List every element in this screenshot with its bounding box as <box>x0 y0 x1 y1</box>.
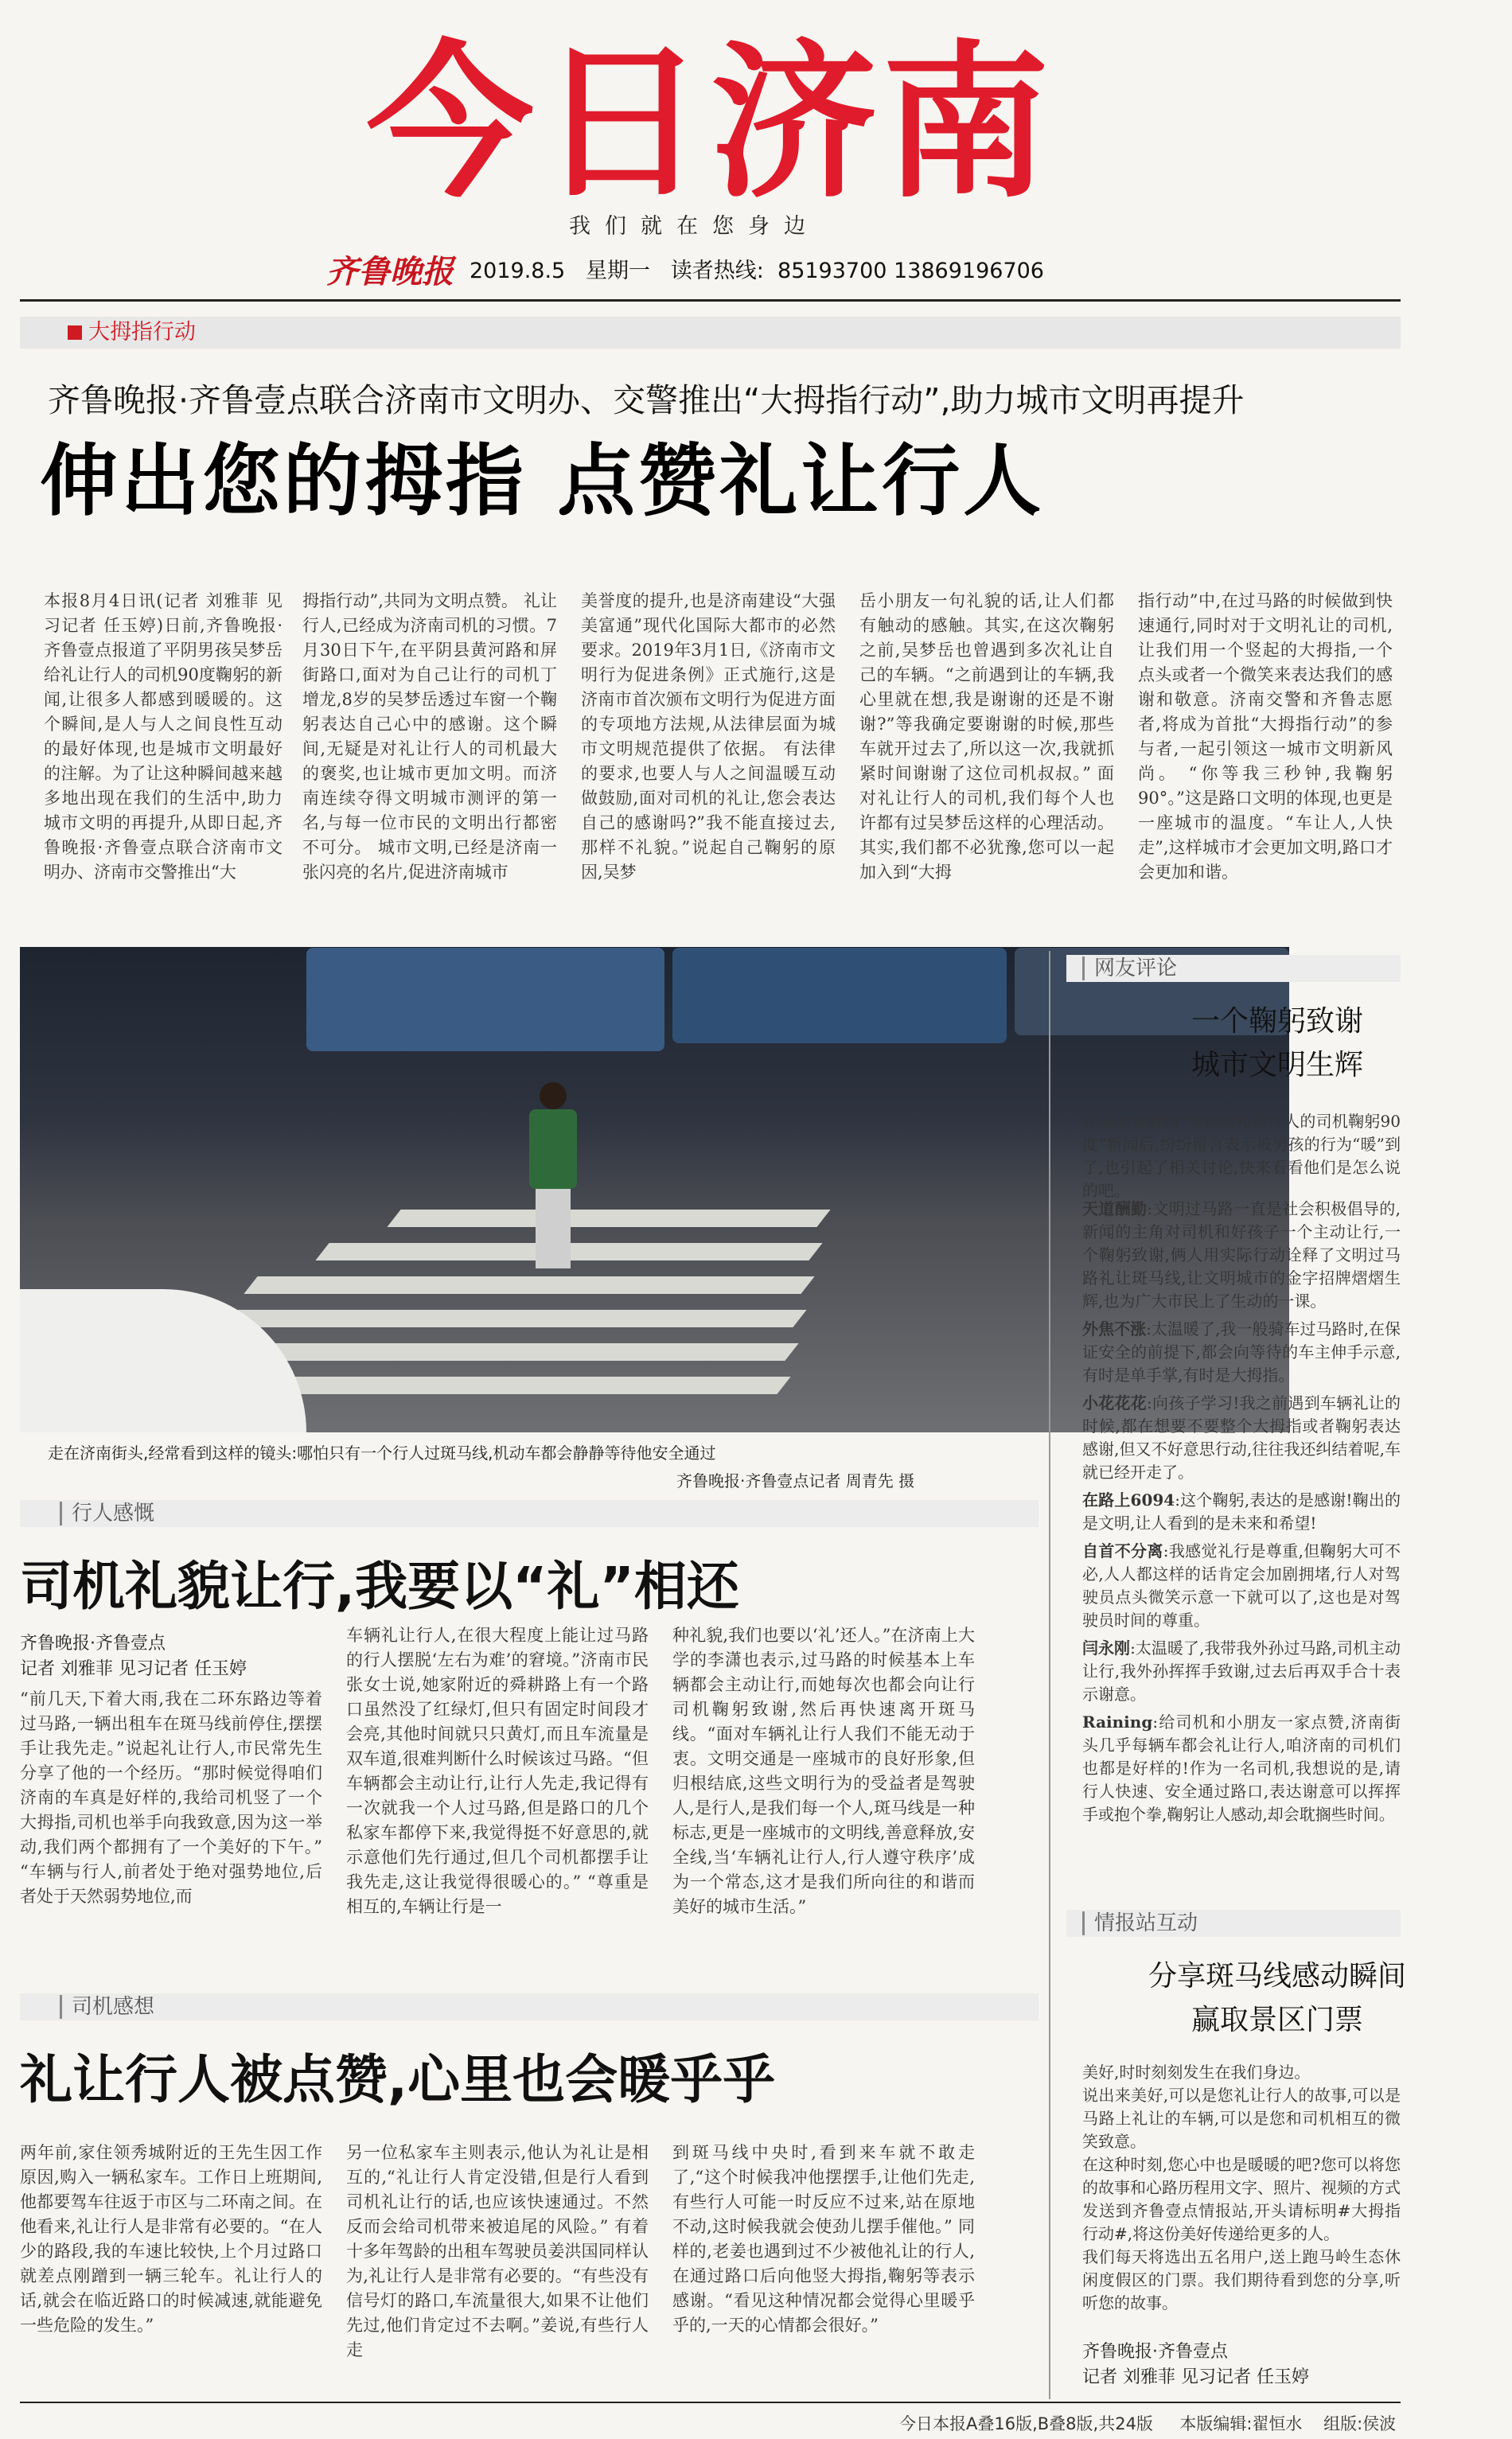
side1-label: 网友评论 <box>1082 957 1177 980</box>
comment-item: 闫永刚:太温暖了,我带我外孙过马路,司机主动让行,我外孙挥挥手致谢,过去后再双手合十表示谢意。 <box>1082 1638 1401 1704</box>
bus-shape <box>306 948 664 1051</box>
comment-user: 闫永刚 <box>1082 1638 1131 1658</box>
footer-editor: 本版编辑:翟恒水 <box>1179 2414 1303 2433</box>
side2-byline-reporters: 记者 刘雅菲 见习记者 任玉婷 <box>1082 2367 1309 2387</box>
side1-comment-list <box>1082 1198 1401 1906</box>
comment-text: 太温暖了,我带我外孙过马路,司机主动让行,我外孙挥挥手致谢,过去后再双手合十表示谢意。 <box>1082 1638 1401 1704</box>
side2-paragraph: 美好,时时刻刻发生在我们身边。 <box>1082 2063 1311 2082</box>
side2-byline-org: 齐鲁晚报·齐鲁壹点 <box>1082 2342 1228 2362</box>
side2-paragraph: 我们每天将选出五名用户,送上跑马岭生态休闲度假区的门票。我们期待看到您的分享,听听您的故事。 <box>1082 2247 1401 2312</box>
issue-weekday: 星期一 <box>585 259 650 283</box>
photo-credit: 齐鲁晚报·齐鲁壹点记者 周青先 摄 <box>676 1471 915 1490</box>
article3-column-2: 另一位私家车主则表示,他认为礼让是相互的,“礼让行人肯定没错,但是行人看到司机礼让行的话,也应该快速通过。不然反而会给司机带来被追尾的风险。” 有着十多年驾龄的出租车驾驶员姜洪国同样认为,礼让行人是非常有必要的。“有些没有信号灯的路口,车流量很大,如果不让他们先过,他们肯定过不去啊。”姜说,有些行人走 <box>346 2143 649 2359</box>
side2-paragraph: 说出来美好,可以是您礼让行人的故事,可以是马路上礼让的车辆,可以是您和司机相互的微笑致意。 <box>1082 2086 1401 2151</box>
side1-title-line2: 城市文明生辉 <box>1191 1049 1363 1081</box>
masthead-logo: 今日济南 <box>366 25 1054 220</box>
article2-column-1: “前几天,下着大雨,我在二环东路边等着过马路,一辆出租车在斑马线前停住,摆摆手让我先走。”说起礼让行人,市民常先生分享了他的一个经历。“那时候觉得咱们济南的车真是好样的,我给司机竖了一个大拇指,司机也举手向我致意,因为这一举动,我们两个都拥有了一个美好的下午。” “车辆与行人,前者处于绝对强势地位,后者处于天然弱势地位,而 <box>20 1689 322 1906</box>
lead-column-2: 拇指行动”,共同为文明点赞。 礼让行人,已经成为济南司机的习惯。7月30日下午,在平阴县黄河路和屏街路口,面对为自己让行的司机丁增龙,8岁的吴梦岳透过车窗一个鞠躬表达自己心中的感谢。这个瞬间,无疑是对礼让行人的司机最大的褒奖,也让城市更加文明。而济南连续夺得文明城市测评的第一名,与每一位市民的文明出行都密不可分。 城市文明,已经是济南一张闪亮的名片,促进济南城市 <box>302 591 557 882</box>
comment-user: 自首不分离 <box>1082 1541 1163 1560</box>
article3-label: 司机感想 <box>60 1995 154 2019</box>
side2-title-line2: 赢取景区门票 <box>1191 2004 1363 2036</box>
comment-text: 这个鞠躬,表达的是感谢!鞠出的是文明,让人看到的是未来和希望! <box>1082 1490 1401 1533</box>
article2-column-3: 种礼貌,我们也要以‘礼’还人。”在济南上大学的李潇也表示,过马路的时候基本上车辆都会主动让行,而她每次也都会向让行司机鞠躬致谢,然后再快速离开斑马线。“面对车辆礼让行人我们不能无动于衷。文明交通是一座城市的良好形象,但归根结底,这些文明行为的受益者是驾驶人,是行人,是我们每一个人,斑马线是一种标志,更是一座城市的文明线,善意释放,安全线,当‘车辆礼让行人,行人遵守秩序’成为一个常态,这才是我们所向往的和谐而美好的城市生活。” <box>672 1626 975 1916</box>
side2-body <box>1082 2061 1401 2332</box>
footer-info <box>899 2411 1396 2435</box>
comment-text: 给司机和小朋友一家点赞,济南街头几乎每辆车都会礼让行人,咱济南的司机们也都是好样的!作为一名司机,我想说的是,请行人快速、安全通过路口,表达谢意可以挥挥手或抱个拳,鞠躬让人感动,却会耽搁些时间。 <box>1082 1712 1401 1824</box>
comment-user: 外焦不涨 <box>1082 1319 1147 1338</box>
side2-paragraph: 在这种时刻,您心中也是暖暖的吧?您可以将您的故事和心路历程用文字、照片、视频的方式发送到齐鲁壹点情报站,开头请标明#大拇指行动#,将这份美好传递给更多的人。 <box>1082 2155 1401 2243</box>
side1-title-line1: 一个鞠躬致谢 <box>1191 1005 1363 1038</box>
issue-date: 2019.8.5 <box>470 259 566 283</box>
section-square-icon <box>68 325 82 340</box>
article2-label: 行人感慨 <box>60 1502 154 1525</box>
side2-label: 情报站互动 <box>1082 1911 1198 1935</box>
hotline-numbers: 85193700 13869196706 <box>777 259 1044 283</box>
crosswalk-stripe <box>172 1310 806 1327</box>
issue-info <box>470 253 1044 284</box>
article3-headline: 礼让行人被点赞,心里也会暖乎乎 <box>20 2049 776 2110</box>
article2-byline <box>20 1631 247 1682</box>
hotline-label: 读者热线: <box>670 259 764 283</box>
lead-column-1: 本报8月4日讯(记者 刘雅菲 见习记者 任玉婷)日前,齐鲁晚报·齐鲁壹点报道了平阴男孩吴梦岳给礼让行人的司机90度鞠躬的新闻,让很多人都感到暖暖的。这个瞬间,是人与人之间良性互动的最好体现,也是城市文明最好的注解。为了让这种瞬间越来越多地出现在我们的生活中,助力城市文明的再提升,从即日起,齐鲁晚报·齐鲁壹点联合济南市文明办、济南市交警推出“大 <box>44 591 283 882</box>
comment-text: 太温暖了,我一般骑车过马路时,在保证安全的前提下,都会向等待的车主伸手示意,有时是单手掌,有时是大拇指。 <box>1082 1319 1401 1385</box>
comment-user: 天道酬勤 <box>1082 1199 1148 1218</box>
comment-user: 在路上6094 <box>1082 1490 1175 1510</box>
side2-label-bar <box>1066 1910 1401 1937</box>
comment-item: Raining:给司机和小朋友一家点赞,济南街头几乎每辆车都会礼让行人,咱济南的司机们也都是好样的!作为一名司机,我想说的是,请行人快速、安全通过路口,表达谢意可以挥挥手或抱个拳,鞠躬让人感动,却会耽搁些时间。 <box>1082 1712 1401 1824</box>
article3-column-3: 到斑马线中央时,看到来车就不敢走了,“这个时候我冲他摆摆手,让他们先走,有些行人可能一时反应不过来,站在原地不动,这时候我就会使劲儿摆手催他。” 同样的,老姜也遇到过不少被他礼让的行人,在通过路口后向他竖大拇指,鞠躬等表示感谢。“看见这种情况都会觉得心里暖乎乎的,一天的心情都会很好。” <box>672 2143 975 2335</box>
comment-item: 自首不分离:我感觉礼行是尊重,但鞠躬大可不必,人人都这样的话肯定会加剧拥堵,行人对驾驶员点头微笑示意一下就可以了,这也是对驾驶员时间的尊重。 <box>1082 1541 1401 1630</box>
comment-item: 在路上6094:这个鞠躬,表达的是感谢!鞠出的是文明,让人看到的是未来和希望! <box>1082 1490 1401 1533</box>
footer-layout: 组版:侯波 <box>1323 2414 1397 2433</box>
lead-column-3: 美誉度的提升,也是济南建设“大强美富通”现代化国际大都市的必然要求。2019年3月1日,《济南市文明行为促进条例》正式施行,这是济南市首次颁布文明行为促进方面的专项地方法规,从法律层面为城市文明规范提供了依据。 有法律的要求,也要人与人之间温暖互动做鼓励,面对司机的礼让,您会表达自己的感谢吗?”我不能直接过去,那样不礼貌。”说起自己鞠躬的原因,吴梦 <box>581 591 836 882</box>
article2-column-2: 车辆礼让行人,在很大程度上能让过马路的行人摆脱‘左右为难’的窘境。”济南市民张女士说,她家附近的舜耕路上有一个路口虽然没了红绿灯,但只有固定时间段才会亮,其他时间就只只黄灯,而且车流量是双车道,很难判断什么时候该过马路。“但车辆都会主动让行,让行人先走,我记得有一次就我一个人过马路,但是路口的几个私家车都停下来,我觉得挺不好意思的,就示意他们先行通过,但几个司机都摆手让我先走,这让我觉得很暖心的。” “尊重是相互的,车辆让行是一 <box>346 1626 649 1916</box>
comment-text: 文明过马路一直是社会积极倡导的,新闻的主角对司机和好孩子一个主动让行,一个鞠躬致谢,俩人用实际行动诠释了文明过马路礼让斑马线,让文明城市的金字招牌熠熠生辉,也为广大市民上了生动的一课。 <box>1082 1199 1401 1311</box>
lead-column-4: 岳小朋友一句礼貌的话,让人们都有触动的感触。其实,在这次鞠躬之前,吴梦岳也曾遇到多次礼让自己的车辆。“之前遇到让的车辆,我心里就在想,我是谢谢的还是不谢谢?”等我确定要谢谢的时候,那些车就开过去了,所以这一次,我就抓紧时间谢谢了这位司机叔叔。” 面对礼让行人的司机,我们每个人也许都有过吴梦岳这样的心理活动。其实,我们都不必犹豫,您可以一起加入到“大拇 <box>859 591 1114 882</box>
comment-item: 小花花花:向孩子学习!我之前遇到车辆礼让的时候,都在想要不要整个大拇指或者鞠躬表达感谢,但又不好意思行动,往往我还纠结着呢,车就已经开走了。 <box>1082 1393 1401 1482</box>
side2-byline <box>1082 2340 1309 2390</box>
masthead-slogan: 我们就在您身边 <box>569 214 820 239</box>
article2-headline: 司机礼貌让行,我要以“礼”相还 <box>20 1556 739 1617</box>
comment-item: 天道酬勤:文明过马路一直是社会积极倡导的,新闻的主角对司机和好孩子一个主动让行,一个鞠躬致谢,俩人用实际行动诠释了文明过马路礼让斑马线,让文明城市的金字招牌熠熠生辉,也为广大市民上了生动的一课。 <box>1082 1199 1401 1311</box>
photo-caption: 走在济南街头,经常看到这样的镜头:哪怕只有一个行人过斑马线,机动车都会静静等待他安全通过 <box>48 1444 716 1463</box>
article3-label-bar <box>20 1993 1039 2020</box>
side1-label-bar <box>1066 955 1401 982</box>
brand-logo: 齐鲁晚报 <box>326 253 454 290</box>
article2-label-bar <box>20 1500 1039 1527</box>
lead-column-5: 指行动”中,在过马路的时候做到快速通行,同时对于文明礼让的司机,让我们用一个竖起的大拇指,一个点头或者一个微笑来表达我们的感谢和敬意。济南交警和齐鲁志愿者,将成为首批“大拇指行动”的参与者,一起引领这一城市文明新风尚。 “你等我三秒钟,我鞠躬90°。”这是路口文明的体现,也更是一座城市的温度。“车让人,人快走”,这样城市才会更加文明,路口才会更加和谐。 <box>1138 591 1393 882</box>
section-bar <box>20 317 1401 349</box>
footer-edition: 今日本报A叠16版,B叠8版,共24版 <box>899 2414 1153 2433</box>
comment-text: 向孩子学习!我之前遇到车辆礼让的时候,都在想要不要整个大拇指或者鞠躬表达感谢,但又不好意思行动,往往我还纠结着呢,车就已经开走了。 <box>1082 1393 1401 1482</box>
crosswalk-stripe <box>387 1210 830 1227</box>
side2-title-line1: 分享斑马线感动瞬间 <box>1148 1960 1406 1993</box>
lead-headline: 伸出您的拇指 点赞礼让行人 <box>40 436 1045 527</box>
comment-user: 小花花花 <box>1082 1393 1148 1412</box>
pedestrian-figure <box>529 1082 577 1281</box>
bus-shape <box>672 948 1007 1043</box>
footer-rule <box>20 2402 1401 2403</box>
article2-byline-org: 齐鲁晚报·齐鲁壹点 <box>20 1634 166 1654</box>
article3-column-1: 两年前,家住领秀城附近的王先生因工作原因,购入一辆私家车。工作日上班期间,他都要驾车往返于市区与二环南之间。在他看来,礼让行人是非常有必要的。“在人少的路段,我的车速比较快,上个月过路口就差点刚蹭到一辆三轮车。礼让行人的话,就会在临近路口的时候减速,就能避免一些危险的发生。” <box>20 2143 322 2335</box>
comment-item: 外焦不涨:太温暖了,我一般骑车过马路时,在保证安全的前提下,都会向等待的车主伸手示意,有时是单手掌,有时是大拇指。 <box>1082 1319 1401 1385</box>
section-label: 大拇指行动 <box>88 320 196 345</box>
column-divider <box>1049 951 1050 2399</box>
comment-user: Raining <box>1082 1712 1153 1732</box>
side1-intro: 许多读者看到“男孩给礼让行人的司机鞠躬90度”新闻后,纷纷留言表示被男孩的行为“暖”到了,也引起了相关讨论,快来看看他们是怎么说的吧。 <box>1082 1112 1401 1200</box>
article2-byline-reporters: 记者 刘雅菲 见习记者 任玉婷 <box>20 1659 247 1679</box>
lead-subhead: 齐鲁晚报·齐鲁壹点联合济南市文明办、交警推出“大拇指行动”,助力城市文明再提升 <box>48 381 1245 419</box>
comment-text: 我感觉礼行是尊重,但鞠躬大可不必,人人都这样的话肯定会加剧拥堵,行人对驾驶员点头微笑示意一下就可以了,这也是对驾驶员时间的尊重。 <box>1082 1541 1401 1630</box>
masthead-rule <box>20 299 1401 302</box>
